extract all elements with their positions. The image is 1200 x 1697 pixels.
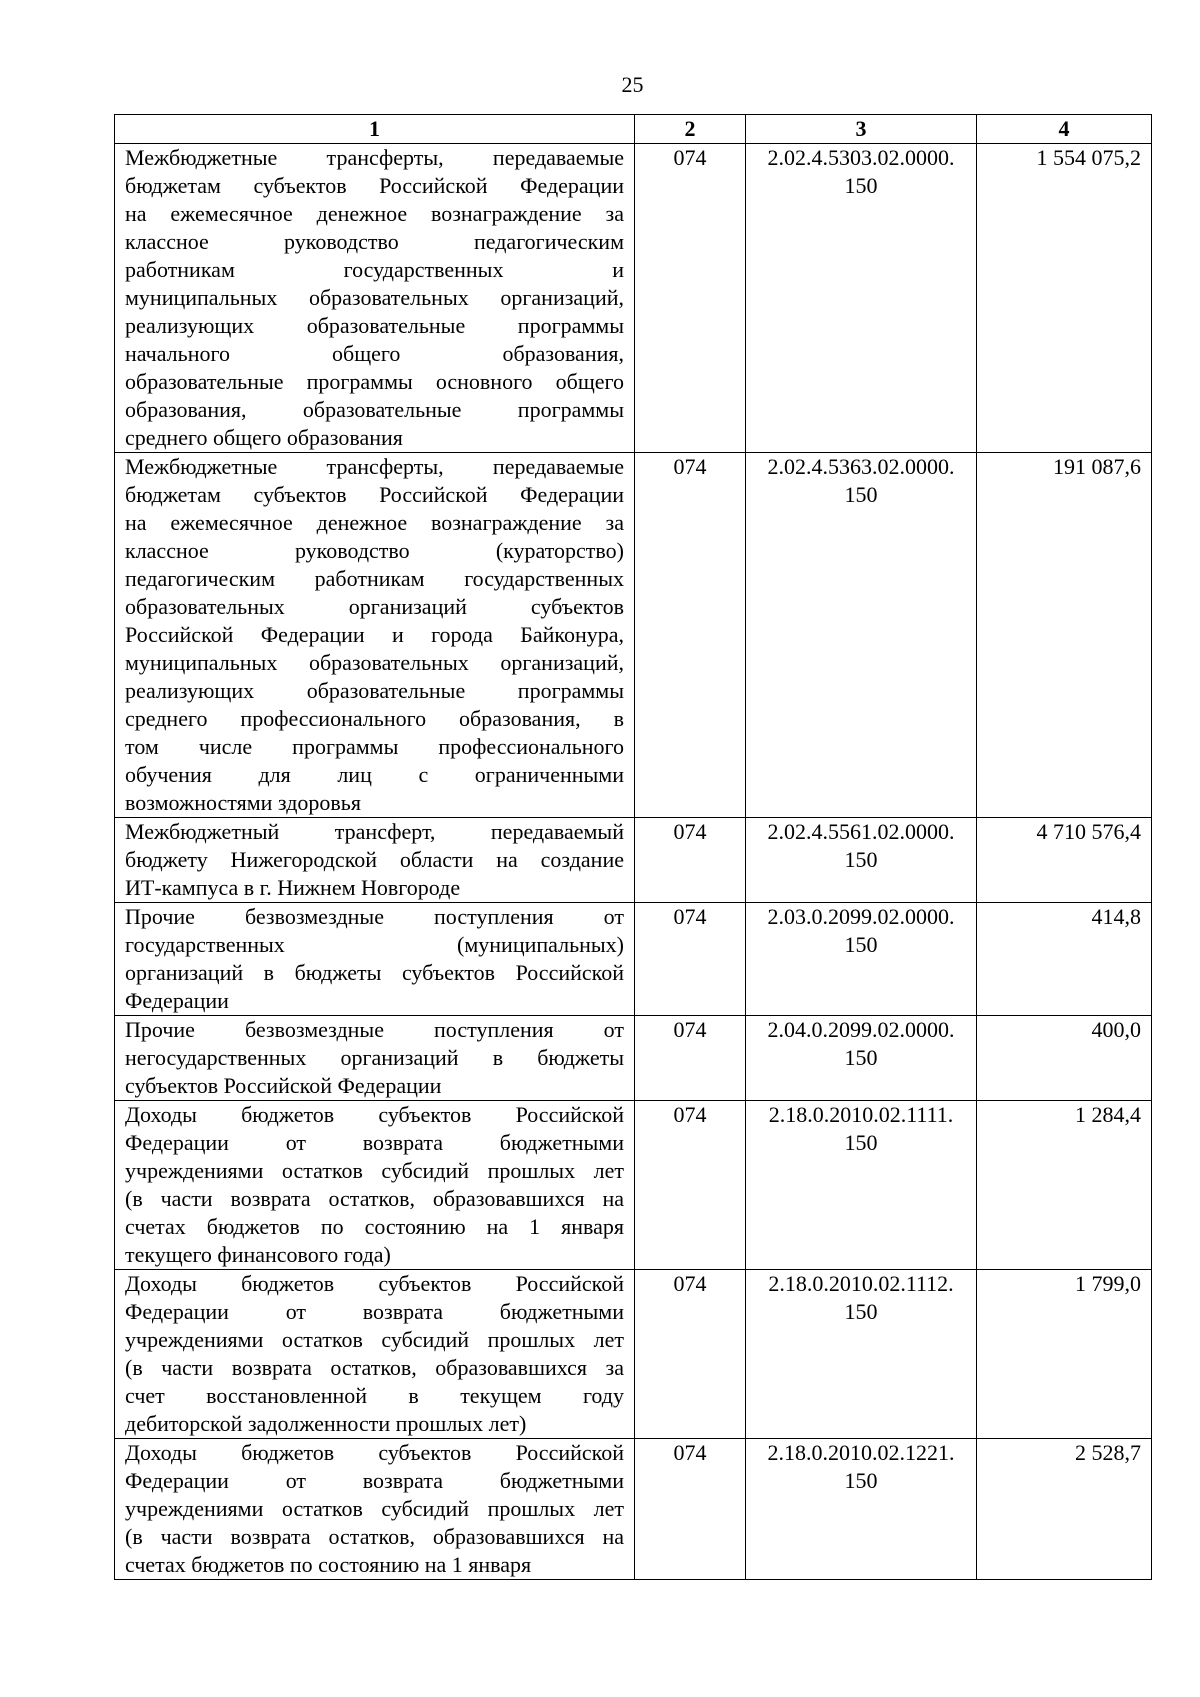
description-line: муниципальных образовательных организаций, (125, 650, 624, 675)
description-line: (в части возврата остатков, образовавшихся на (125, 1524, 624, 1549)
row-admin-code: 074 (635, 1016, 746, 1101)
table-row (115, 1439, 1152, 1580)
row-amount: 414,8 (977, 903, 1152, 1016)
budget-code-line: 2.18.0.2010.02.1111. (768, 1102, 954, 1127)
description-line: на ежемесячное денежное вознаграждение за (125, 201, 624, 226)
row-amount: 1 554 075,2 (977, 144, 1152, 453)
row-budget-code (746, 903, 977, 1016)
row-description (115, 818, 635, 903)
budget-code-suffix: 150 (844, 1468, 878, 1493)
row-amount: 1 284,4 (977, 1101, 1152, 1270)
row-description (115, 1016, 635, 1101)
row-budget-code (746, 818, 977, 903)
row-admin-code: 074 (635, 144, 746, 453)
description-line: государственных (муниципальных) (125, 932, 624, 957)
row-budget-code (746, 1439, 977, 1580)
budget-code-line: 2.04.0.2099.02.0000. (767, 1017, 955, 1042)
description-line: бюджетам субъектов Российской Федерации (125, 482, 624, 507)
table-row (115, 144, 1152, 453)
row-description (115, 453, 635, 818)
description-line: субъектов Российской Федерации (125, 1073, 442, 1098)
description-line: классное руководство педагогическим (125, 229, 624, 254)
budget-code-line: 2.18.0.2010.02.1221. (767, 1440, 955, 1465)
description-line: бюджету Нижегородской области на создание (125, 847, 624, 872)
description-line: (в части возврата остатков, образовавшихся за (125, 1355, 624, 1380)
row-amount: 1 799,0 (977, 1270, 1152, 1439)
description-line: негосударственных организаций в бюджеты (125, 1045, 624, 1070)
row-budget-code (746, 1016, 977, 1101)
description-line: учреждениями остатков субсидий прошлых лет (125, 1158, 624, 1183)
row-amount: 4 710 576,4 (977, 818, 1152, 903)
description-line: счетах бюджетов по состоянию на 1 января (125, 1214, 624, 1239)
description-line: Межбюджетные трансферты, передаваемые (125, 454, 624, 479)
description-line: Доходы бюджетов субъектов Российской (125, 1102, 624, 1127)
description-line: начального общего образования, (125, 341, 624, 366)
description-line: образовательные программы основного общего (125, 369, 624, 394)
budget-code-suffix: 150 (844, 932, 878, 957)
budget-code-suffix: 150 (844, 1299, 878, 1324)
description-line: среднего общего образования (125, 425, 403, 450)
budget-code-suffix: 150 (844, 482, 878, 507)
budget-code-suffix: 150 (844, 1130, 878, 1155)
description-line: Межбюджетный трансферт, передаваемый (125, 819, 624, 844)
column-header-name: 1 (115, 115, 635, 144)
budget-code-line: 2.02.4.5303.02.0000. (767, 145, 955, 170)
description-line: Прочие безвозмездные поступления от (125, 904, 624, 929)
row-budget-code (746, 1270, 977, 1439)
description-line: Доходы бюджетов субъектов Российской (125, 1271, 624, 1296)
column-header-amount: 4 (977, 115, 1152, 144)
description-line: дебиторской задолженности прошлых лет) (125, 1411, 527, 1436)
description-line: текущего финансового года) (125, 1242, 391, 1267)
row-amount: 191 087,6 (977, 453, 1152, 818)
table-row (115, 453, 1152, 818)
description-line: Федерации от возврата бюджетными (125, 1468, 624, 1493)
row-admin-code: 074 (635, 1270, 746, 1439)
description-line: счетах бюджетов по состоянию на 1 января (125, 1552, 532, 1577)
table-row (115, 903, 1152, 1016)
description-line: Федерации от возврата бюджетными (125, 1130, 624, 1155)
description-line: бюджетам субъектов Российской Федерации (125, 173, 624, 198)
description-line: счет восстановленной в текущем году (125, 1383, 624, 1408)
budget-code-line: 2.02.4.5561.02.0000. (767, 819, 955, 844)
description-line: классное руководство (кураторство) (125, 538, 624, 563)
description-line: образовательных организаций субъектов (125, 594, 624, 619)
budget-code-line: 2.03.0.2099.02.0000. (767, 904, 955, 929)
row-description (115, 1439, 635, 1580)
description-line: обучения для лиц с ограниченными (125, 762, 624, 787)
description-line: учреждениями остатков субсидий прошлых лет (125, 1496, 624, 1521)
row-description (115, 903, 635, 1016)
description-line: педагогическим работникам государственных (125, 566, 624, 591)
description-line: Федерации (125, 988, 229, 1013)
description-line: организаций в бюджеты субъектов Российской (125, 960, 624, 985)
budget-revenue-table (114, 114, 1152, 1580)
row-admin-code: 074 (635, 818, 746, 903)
row-description (115, 144, 635, 453)
description-line: муниципальных образовательных организаций, (125, 285, 624, 310)
table-row (115, 1270, 1152, 1439)
description-line: работникам государственных и (125, 257, 624, 282)
table-row (115, 818, 1152, 903)
description-line: реализующих образовательные программы (125, 678, 624, 703)
column-header-admin: 2 (635, 115, 746, 144)
row-admin-code: 074 (635, 1101, 746, 1270)
row-description (115, 1101, 635, 1270)
row-admin-code: 074 (635, 903, 746, 1016)
row-admin-code: 074 (635, 1439, 746, 1580)
row-amount: 400,0 (977, 1016, 1152, 1101)
budget-code-line: 2.02.4.5363.02.0000. (767, 454, 955, 479)
table-body (115, 144, 1152, 1580)
row-admin-code: 074 (635, 453, 746, 818)
description-line: реализующих образовательные программы (125, 313, 624, 338)
description-line: Прочие безвозмездные поступления от (125, 1017, 624, 1042)
table-row (115, 1016, 1152, 1101)
budget-code-line: 2.18.0.2010.02.1112. (768, 1271, 954, 1296)
description-line: на ежемесячное денежное вознаграждение за (125, 510, 624, 535)
page-number: 25 (621, 72, 644, 97)
row-amount: 2 528,7 (977, 1439, 1152, 1580)
description-line: Межбюджетные трансферты, передаваемые (125, 145, 624, 170)
column-header-code: 3 (746, 115, 977, 144)
description-line: Доходы бюджетов субъектов Российской (125, 1440, 624, 1465)
budget-code-suffix: 150 (844, 173, 878, 198)
description-line: среднего профессионального образования, в (125, 706, 624, 731)
header-row (115, 115, 1152, 144)
description-line: учреждениями остатков субсидий прошлых лет (125, 1327, 624, 1352)
row-budget-code (746, 144, 977, 453)
row-budget-code (746, 453, 977, 818)
table-row (115, 1101, 1152, 1270)
budget-code-suffix: 150 (844, 1045, 878, 1070)
budget-code-suffix: 150 (844, 847, 878, 872)
description-line: (в части возврата остатков, образовавшихся на (125, 1186, 624, 1211)
description-line: Федерации от возврата бюджетными (125, 1299, 624, 1324)
description-line: Российской Федерации и города Байконура, (125, 622, 624, 647)
description-line: возможностями здоровья (125, 790, 361, 815)
row-budget-code (746, 1101, 977, 1270)
description-line: образования, образовательные программы (125, 397, 624, 422)
row-description (115, 1270, 635, 1439)
description-line: том числе программы профессионального (125, 734, 624, 759)
description-line: ИТ-кампуса в г. Нижнем Новгороде (125, 875, 461, 900)
